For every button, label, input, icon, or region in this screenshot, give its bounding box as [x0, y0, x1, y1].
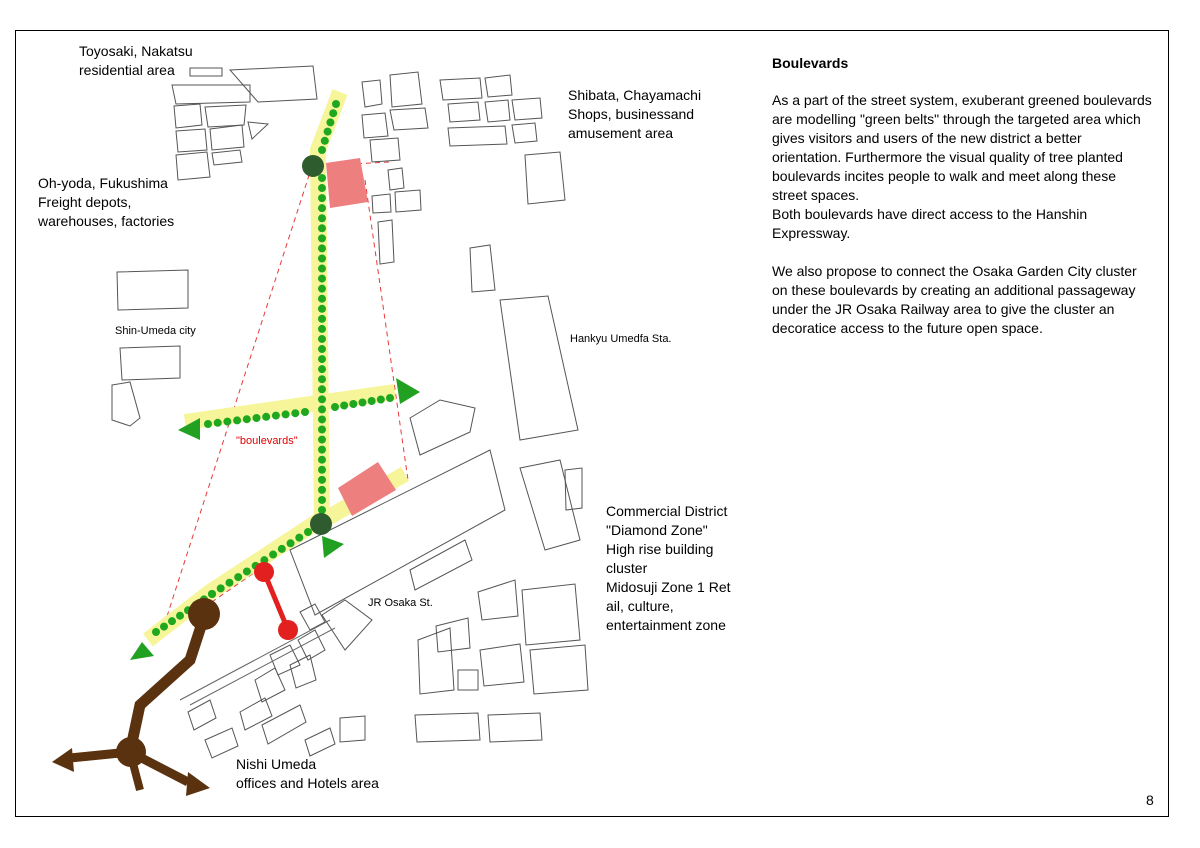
- tree-dot: [318, 405, 326, 413]
- tree-dot: [318, 184, 326, 192]
- label-hankyu: Hankyu Umedfa Sta.: [570, 333, 672, 345]
- tree-dot: [287, 539, 295, 547]
- tree-dot: [318, 335, 326, 343]
- tree-dot: [318, 415, 326, 423]
- tree-dot: [301, 408, 309, 416]
- tree-dot: [214, 419, 222, 427]
- tree-dot: [318, 345, 326, 353]
- tree-dot: [217, 584, 225, 592]
- label-boulevards: "boulevards": [236, 435, 298, 447]
- panel-paragraph-2: We also propose to connect the Osaka Garden City cluster on these boulevards by creating an additional passageway under the JR Osaka Railway area to give the cluster an decoratice access to the future open space.: [772, 263, 1137, 336]
- label-toyosaki: Toyosaki, Nakatsu residential area: [79, 43, 193, 78]
- label-shin-umeda: Shin-Umeda city: [115, 325, 196, 337]
- tree-dot: [331, 403, 339, 411]
- tree-dot: [318, 315, 326, 323]
- tree-dot: [318, 194, 326, 202]
- tree-dot: [253, 414, 261, 422]
- brown-arrow-east: [186, 772, 210, 796]
- tree-dot: [318, 204, 326, 212]
- tree-dot: [318, 486, 326, 494]
- tree-dot: [318, 365, 326, 373]
- tree-dot: [225, 579, 233, 587]
- tree-dot: [332, 100, 340, 108]
- tree-dot: [318, 254, 326, 262]
- tree-dot: [318, 265, 326, 273]
- tree-dot: [318, 355, 326, 363]
- tree-dot: [318, 446, 326, 454]
- tree-dot: [204, 420, 212, 428]
- tree-dot: [318, 234, 326, 242]
- arrow-south: [322, 536, 344, 558]
- tree-dot: [318, 325, 326, 333]
- node-south: [310, 513, 332, 535]
- tree-dot: [208, 590, 216, 598]
- brown-node-lower: [116, 737, 146, 767]
- tree-dot: [359, 399, 367, 407]
- tree-dot: [295, 534, 303, 542]
- tree-dot: [318, 285, 326, 293]
- tree-dot: [318, 375, 326, 383]
- tree-dot: [318, 426, 326, 434]
- pink-blocks: [326, 158, 396, 516]
- panel-heading: Boulevards: [772, 55, 849, 71]
- tree-dot: [318, 244, 326, 252]
- tree-dot: [160, 623, 168, 631]
- tree-dot: [318, 436, 326, 444]
- red-node-upper: [254, 562, 274, 582]
- tree-dot: [176, 612, 184, 620]
- tree-dot: [278, 545, 286, 553]
- text-panel: [772, 54, 1152, 357]
- tree-dot: [168, 617, 176, 625]
- page-number: 8: [1146, 792, 1154, 808]
- tree-dot: [233, 416, 241, 424]
- tree-dot: [318, 224, 326, 232]
- arrow-east: [396, 378, 420, 404]
- panel-paragraph-1: As a part of the street system, exuberant greened boulevards are modelling "green belts" through the targeted area which gives visitors and users of the new district a better orientation. Furthermore the visual quality of tree planted boulevards incites people to walk and meet along these street spaces. Both boulevards have direct access to the Hanshin Expressway.: [772, 92, 1152, 241]
- brown-node-upper: [188, 598, 220, 630]
- tree-dot: [318, 476, 326, 484]
- label-ohyoda: Oh-yoda, Fukushima Freight depots, warehouses, factories: [38, 175, 175, 229]
- tree-dot: [318, 146, 326, 154]
- tree-dot: [326, 118, 334, 126]
- tree-dot: [318, 275, 326, 283]
- label-nishi-umeda: Nishi Umeda offices and Hotels area: [236, 756, 379, 791]
- node-north: [302, 155, 324, 177]
- tree-dot: [318, 385, 326, 393]
- tree-dot: [318, 295, 326, 303]
- tree-dot: [272, 412, 280, 420]
- tree-dot: [329, 109, 337, 117]
- tree-dot: [349, 400, 357, 408]
- tree-dot: [386, 394, 394, 402]
- tree-dot: [243, 567, 251, 575]
- tree-dot: [318, 506, 326, 514]
- tree-dot: [340, 402, 348, 410]
- tree-dot: [304, 528, 312, 536]
- tree-dot: [318, 214, 326, 222]
- tree-dot: [291, 409, 299, 417]
- tree-dot: [243, 415, 251, 423]
- tree-dot: [324, 128, 332, 136]
- tree-dot: [262, 413, 270, 421]
- tree-dot: [223, 418, 231, 426]
- tree-dot: [318, 305, 326, 313]
- tree-dot: [234, 573, 242, 581]
- label-commercial: Commercial District "Diamond Zone" High rise building cluster Midosuji Zone 1 Ret ail, culture, entertainment zone: [606, 503, 731, 633]
- tree-dot: [368, 397, 376, 405]
- tree-dot: [318, 456, 326, 464]
- label-shibata: Shibata, Chayamachi Shops, businessand amusement area: [568, 87, 702, 141]
- tree-dot: [152, 628, 160, 636]
- tree-dot: [282, 410, 290, 418]
- tree-dot: [318, 496, 326, 504]
- tree-dot: [318, 174, 326, 182]
- red-node-lower: [278, 620, 298, 640]
- tree-dot: [377, 396, 385, 404]
- label-jr-osaka: JR Osaka St.: [368, 597, 433, 609]
- arrow-southwest: [130, 642, 154, 660]
- tree-dot: [318, 395, 326, 403]
- brown-arrow-west: [52, 748, 74, 772]
- boulevard-bands: [148, 92, 405, 640]
- tree-dot: [321, 137, 329, 145]
- tree-dot: [269, 551, 277, 559]
- tree-dot: [318, 466, 326, 474]
